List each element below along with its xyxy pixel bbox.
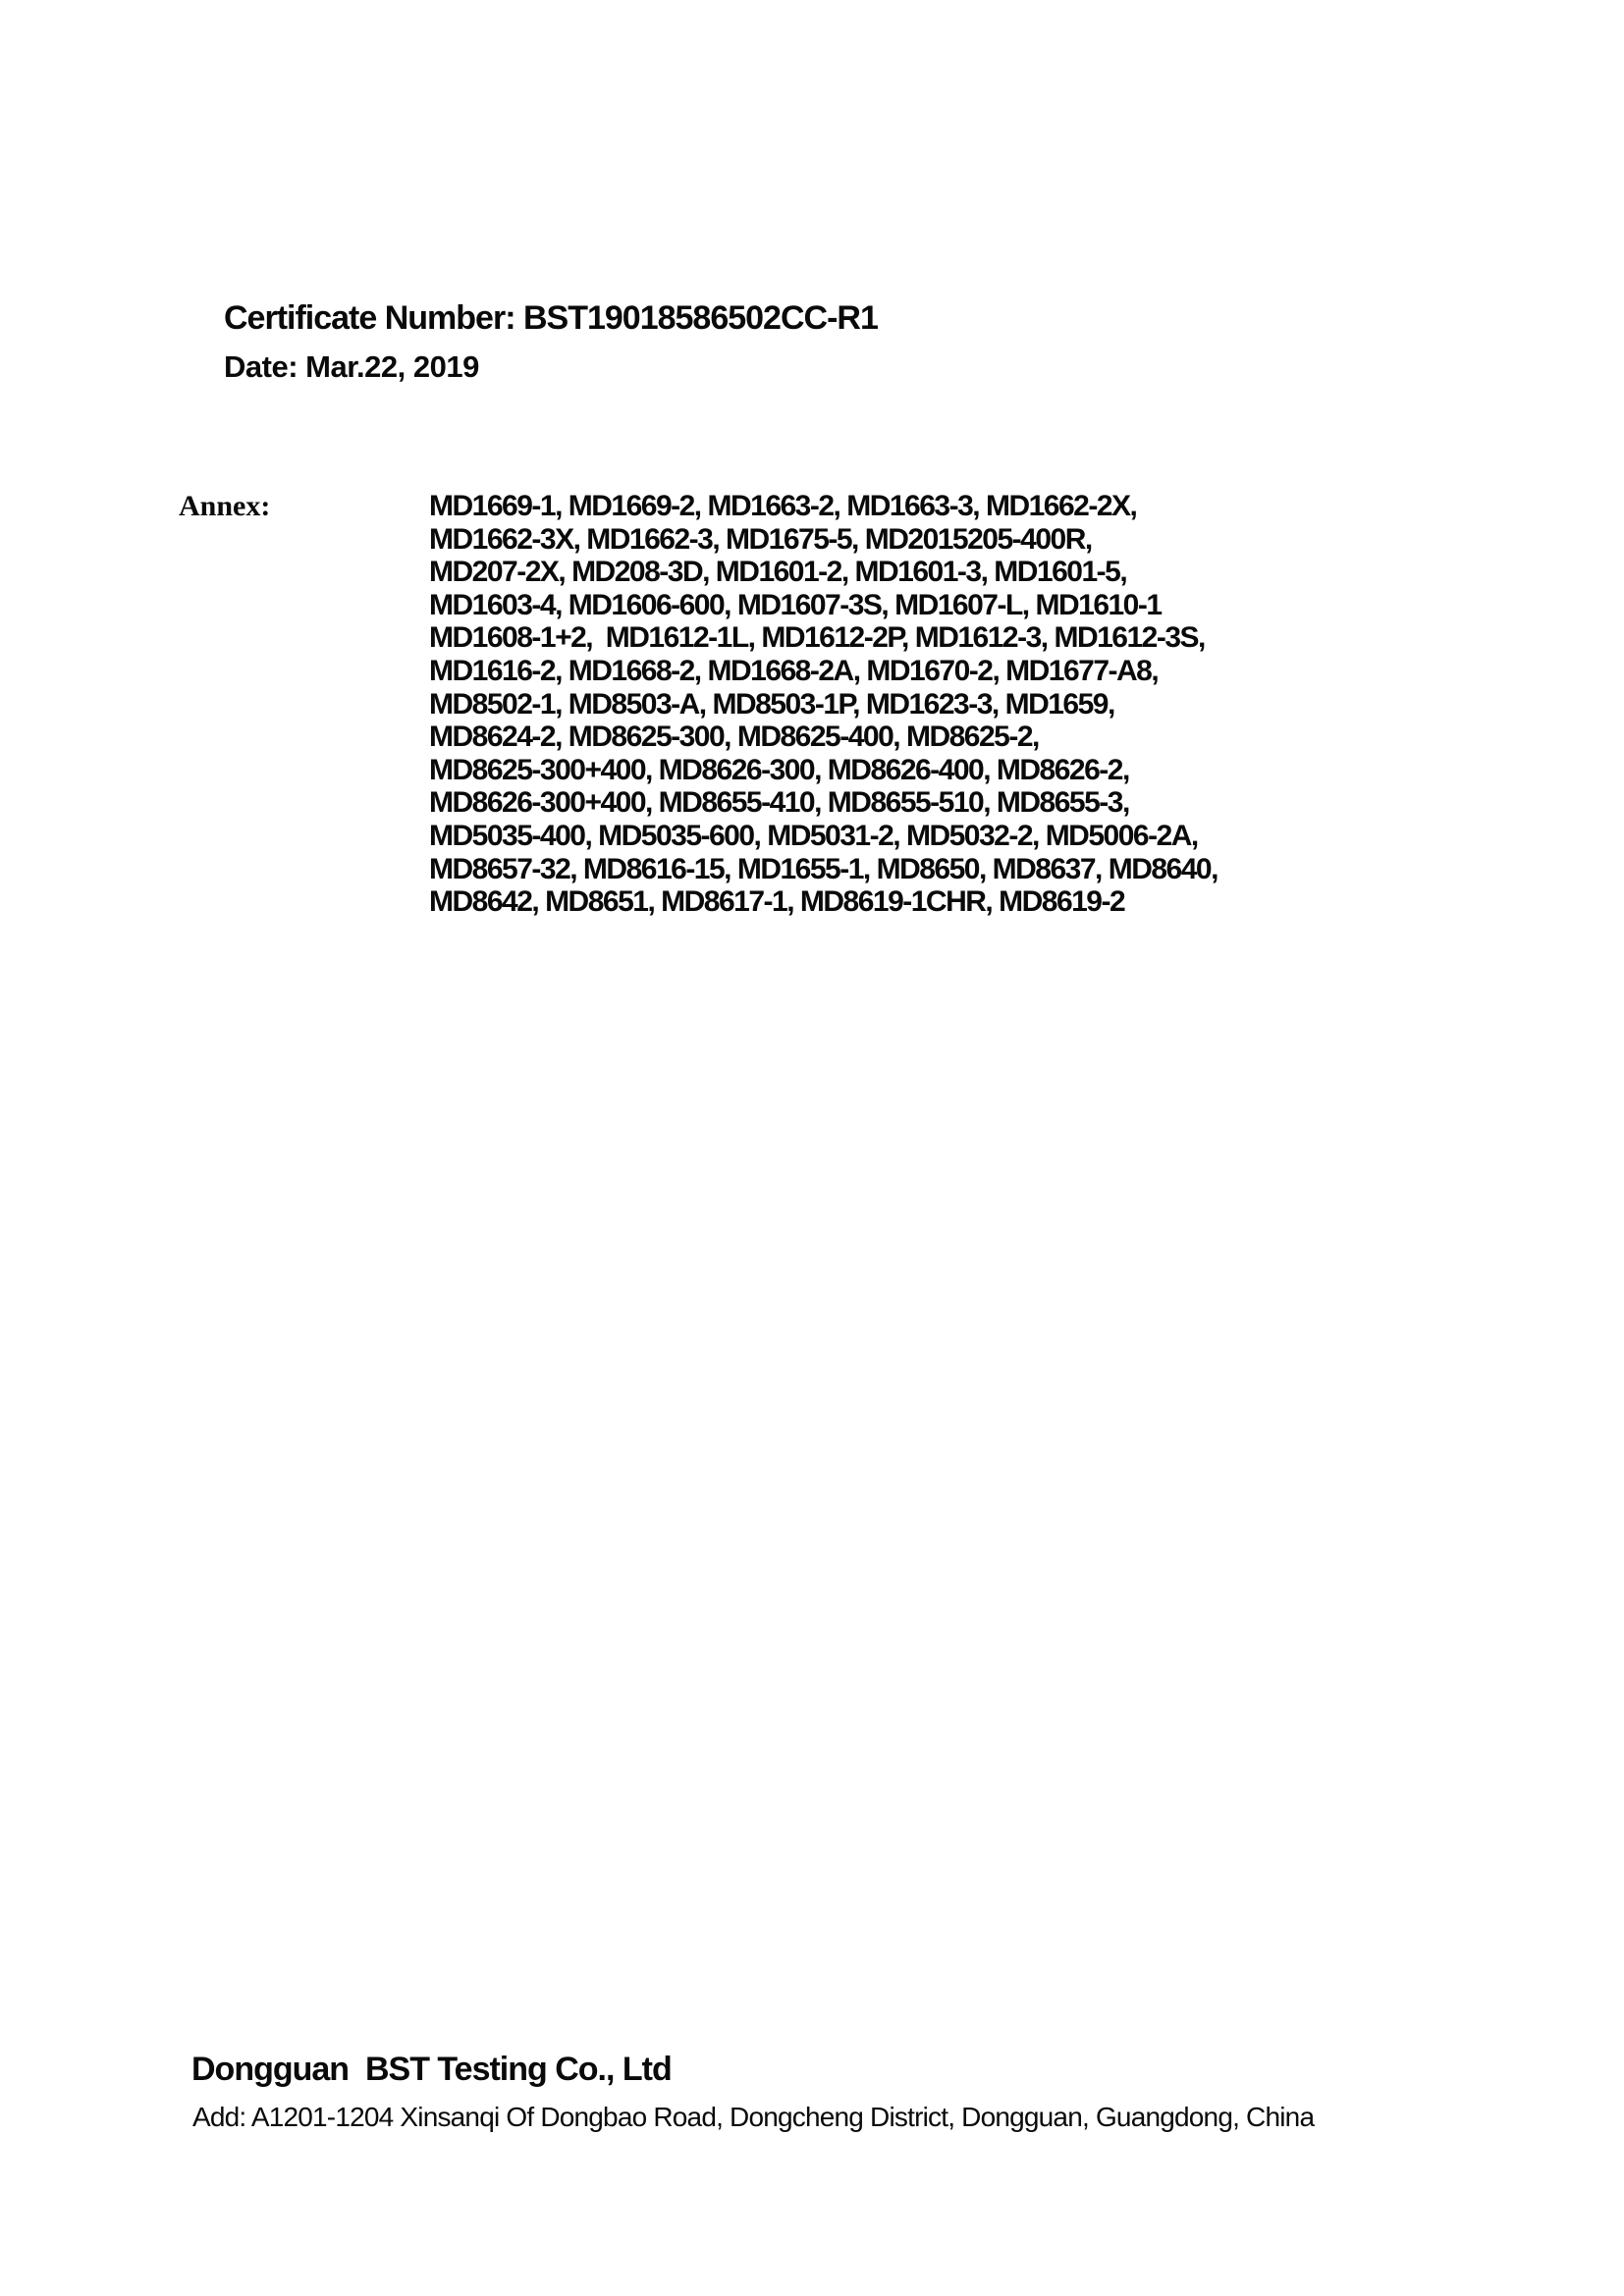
annex-model-line: MD1662-3X, MD1662-3, MD1675-5, MD2015205-400R, <box>429 522 1092 556</box>
date-label: Date: <box>224 349 298 384</box>
date-value: Mar.22, 2019 <box>305 349 479 384</box>
certificate-number-value: BST19018586502CC-R1 <box>522 299 878 337</box>
annex-model-line: MD1603-4, MD1606-600, MD1607-3S, MD1607-L, MD1610-1 <box>429 588 1162 621</box>
annex-model-line: MD8502-1, MD8503-A, MD8503-1P, MD1623-3, MD1659, <box>429 687 1114 721</box>
annex-model-line: MD5035-400, MD5035-600, MD5031-2, MD5032-2, MD5006-2A, <box>429 819 1198 852</box>
annex-label: Annex: <box>179 490 271 522</box>
certificate-number-line <box>224 300 878 337</box>
annex-model-line: MD8625-300+400, MD8626-300, MD8626-400, MD8626-2, <box>429 753 1129 786</box>
company-address: Add: A1201-1204 Xinsanqi Of Dongbao Road, Dongcheng District, Dongguan, Guangdong, China <box>192 2102 1315 2132</box>
company-name: Dongguan BST Testing Co., Ltd <box>191 2051 672 2088</box>
annex-model-line: MD8642, MD8651, MD8617-1, MD8619-1CHR, MD8619-2 <box>429 885 1125 919</box>
annex-model-line: MD1608-1+2, MD1612-1L, MD1612-2P, MD1612-3, MD1612-3S, <box>429 621 1205 655</box>
annex-model-line: MD8626-300+400, MD8655-410, MD8655-510, MD8655-3, <box>429 786 1129 820</box>
certificate-number-label: Certificate Number: <box>224 299 515 337</box>
annex-model-line: MD207-2X, MD208-3D, MD1601-2, MD1601-3, MD1601-5, <box>429 556 1127 589</box>
annex-model-line: MD8657-32, MD8616-15, MD1655-1, MD8650, MD8637, MD8640, <box>429 852 1218 885</box>
annex-model-line: MD8624-2, MD8625-300, MD8625-400, MD8625-2, <box>429 721 1039 754</box>
date-line <box>224 350 479 384</box>
annex-model-line: MD1669-1, MD1669-2, MD1663-2, MD1663-3, MD1662-2X, <box>429 490 1137 522</box>
annex-model-line: MD1616-2, MD1668-2, MD1668-2A, MD1670-2, MD1677-A8, <box>429 654 1159 687</box>
annex-model-list <box>429 490 1218 919</box>
